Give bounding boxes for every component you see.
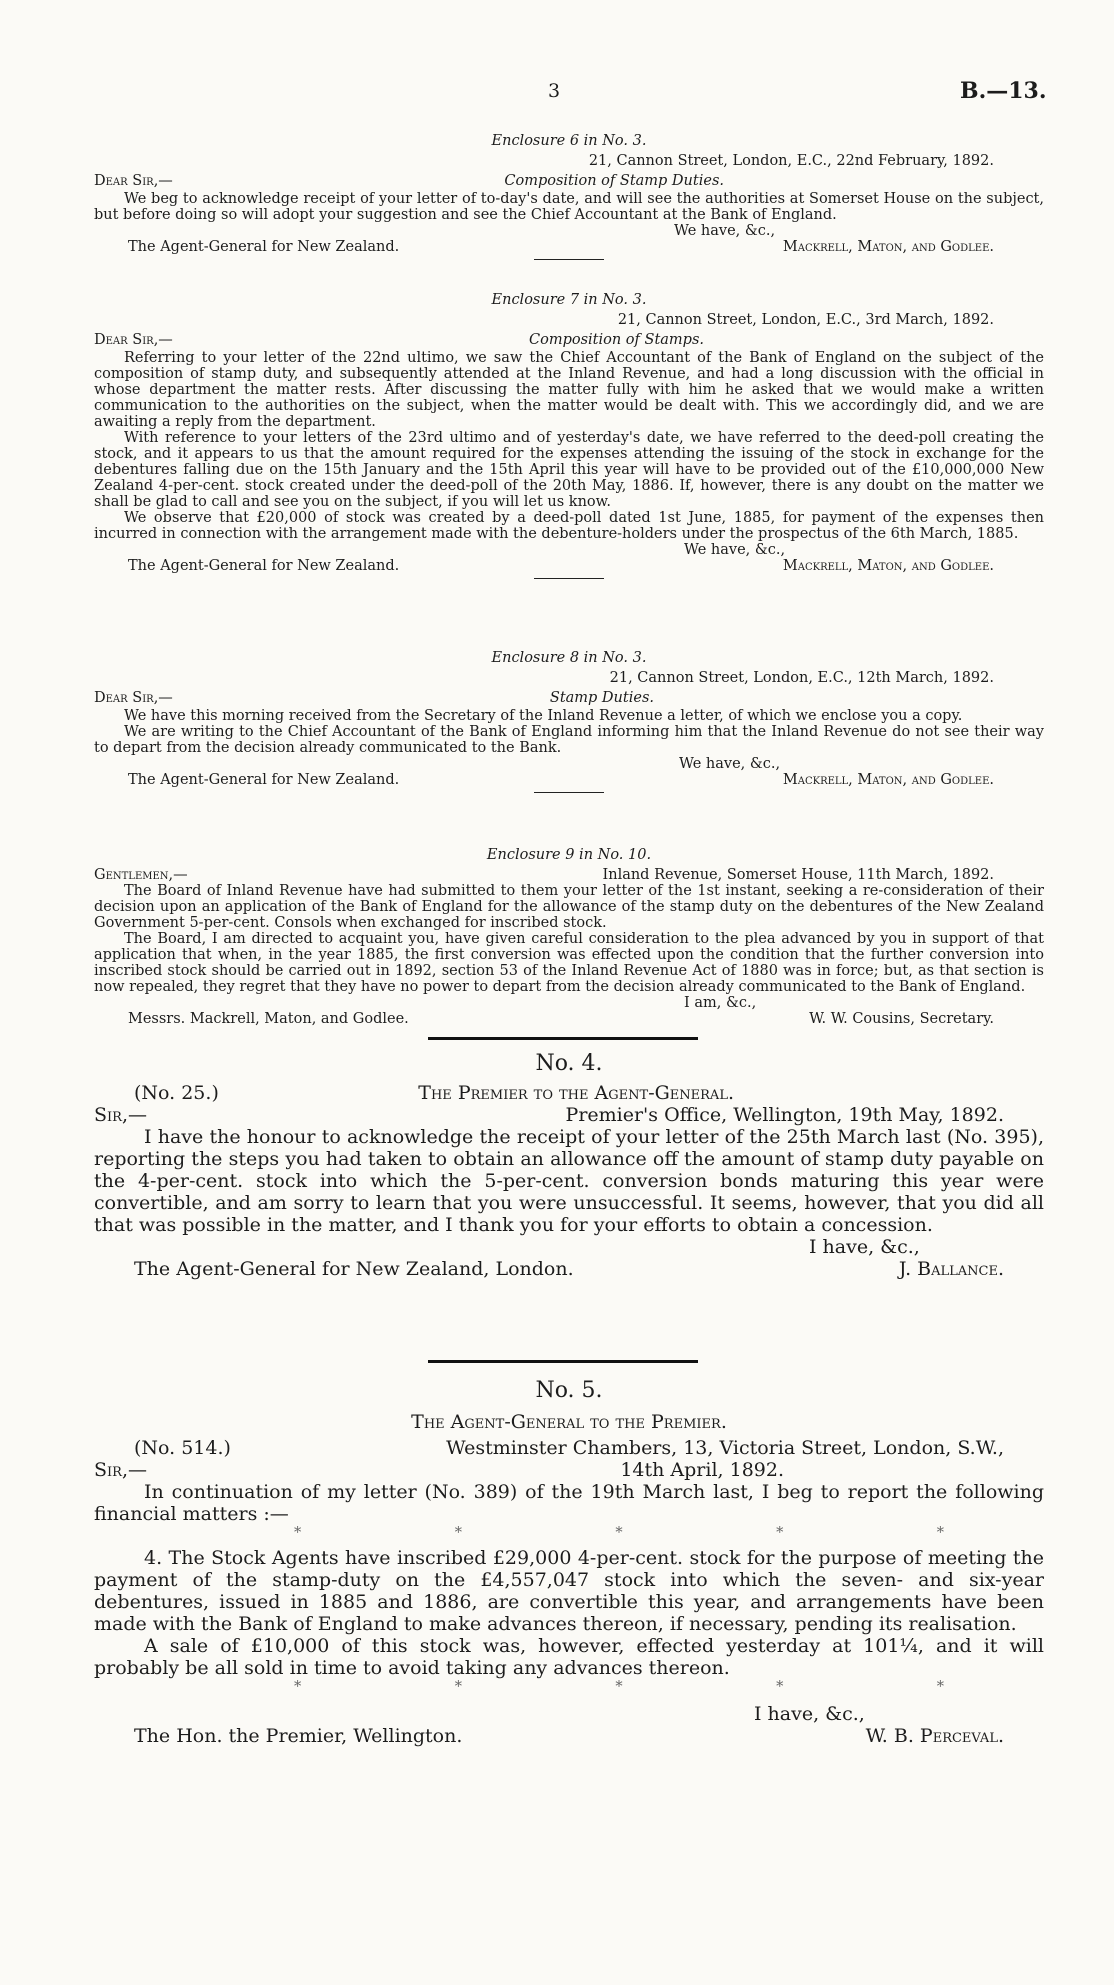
divider [534, 792, 604, 793]
letter-recipient: The Agent-General for New Zealand. [128, 239, 400, 255]
omission-stars [94, 1679, 1044, 1695]
letter-no-5 [94, 1377, 1044, 1747]
letter-paragraph: In continuation of my letter (No. 389) of the 19th March last, I beg to report the following financial matters :— [94, 1481, 1044, 1525]
letter-date: 14th April, 1892. [620, 1459, 784, 1481]
letter-paragraph: Referring to your letter of the 22nd ultimo, we saw the Chief Accountant of the Bank of England on the subject of the composition of stamp duty, and subsequently attended at the Inland Revenue, and had a long discussion with the official in whose department the matter rests. After discussing the matter fully with him he asked that we would make a written communication to the authorities on the subject, when the matter would be dealt with. This we accordingly did, and we are awaiting a reply from the department. [94, 350, 1044, 430]
letter-paragraph: With reference to your letters of the 23rd ultimo and of yesterday's date, we have referred to the deed-poll creating the stock, and it appears to us that the amount required for the expenses attending the issuing of the stock in exchange for the debentures falling due on the 15th January and the 15th April this year will have to be provided out of the £10,000,000 New Zealand 4-per-cent. stock created under the deed-poll of the 20th May, 1886. If, however, there is any doubt on the matter we shall be glad to call and see you on the subject, if you will let us know. [94, 430, 1044, 510]
salutation: Dear Sir,— [94, 690, 173, 706]
letter-closing: We have, &c., [679, 756, 781, 772]
salutation: Dear Sir,— [94, 332, 173, 348]
letter-title: The Agent-General to the Premier. [411, 1411, 727, 1433]
letter-signature: Mackrell, Maton, and Godlee. [782, 239, 994, 255]
star-glyph: * [776, 1679, 784, 1695]
star-glyph: * [454, 1525, 462, 1541]
star-glyph: * [936, 1525, 944, 1541]
enclosure-6 [94, 133, 1044, 266]
letter-no-4 [94, 1050, 1044, 1280]
divider [534, 578, 604, 579]
letter-signature: J. Ballance. [898, 1258, 1004, 1280]
salutation: Sir,— [94, 1104, 147, 1126]
star-glyph: * [936, 1679, 944, 1695]
letter-signature: W. B. Perceval. [865, 1725, 1004, 1747]
letter-subject: Stamp Duties. [549, 690, 654, 706]
letter-address: Inland Revenue, Somerset House, 11th March, 1892. [602, 867, 994, 883]
enclosure-9 [94, 847, 1044, 1027]
star-glyph: * [294, 1679, 302, 1695]
letter-recipient: The Agent-General for New Zealand, London. [134, 1258, 574, 1280]
letter-address: 21, Cannon Street, London, E.C., 3rd March, 1892. [617, 312, 994, 328]
salutation: Dear Sir,— [94, 173, 173, 189]
letter-subject: Composition of Stamps. [529, 332, 704, 348]
letter-ref: (No. 25.) [134, 1082, 219, 1104]
letter-paragraph: We observe that £20,000 of stock was created by a deed-poll dated 1st June, 1885, for payment of the expenses then incurred in connection with the arrangement made with the debenture-holders under the prospectus of the 6th March, 1885. [94, 510, 1044, 542]
enclosure-heading: Enclosure 7 in No. 3. [491, 292, 647, 308]
letter-closing: We have, &c., [674, 223, 776, 239]
salutation: Gentlemen,— [94, 867, 188, 883]
star-glyph: * [454, 1679, 462, 1695]
letter-recipient: The Agent-General for New Zealand. [128, 772, 400, 788]
letter-paragraph: The Board, I am directed to acquaint you, have given careful consideration to the plea advanced by you in support of that application that when, in the year 1885, the first conversion was effected upon the condition that the further conversion into inscribed stock should be carried out in 1892, section 53 of the Inland Revenue Act of 1880 was in force; but, as that section is now repealed, they regret that they have no power to depart from the decision already communicated to the Bank of England. [94, 931, 1044, 995]
letter-address: Westminster Chambers, 13, Victoria Street, London, S.W., [446, 1437, 1004, 1459]
salutation: Sir,— [94, 1459, 147, 1481]
letter-number: No. 4. [535, 1051, 603, 1076]
star-glyph: * [294, 1525, 302, 1541]
letter-closing: I am, &c., [684, 995, 757, 1011]
star-glyph: * [776, 1525, 784, 1541]
document-reference: B.—13. [960, 78, 1047, 104]
letter-paragraph: I have the honour to acknowledge the receipt of your letter of the 25th March last (No. 395), reporting the steps you had taken to obtain an allowance off the amount of stamp duty payable on the 4-per-cent. stock into which the 5-per-cent. conversion bonds maturing this year were convertible, and am sorry to learn that you were unsuccessful. It seems, however, that you did all that was possible in the matter, and I thank you for your efforts to obtain a concession. [94, 1126, 1044, 1236]
page-number: 3 [548, 80, 561, 102]
letter-paragraph: A sale of £10,000 of this stock was, however, effected yesterday at 101¼, and it will probably be all sold in time to avoid taking any advances thereon. [94, 1635, 1044, 1679]
letter-recipient: The Agent-General for New Zealand. [128, 558, 400, 574]
letter-address: Premier's Office, Wellington, 19th May, 1892. [565, 1104, 1004, 1126]
letter-closing: I have, &c., [754, 1703, 865, 1725]
star-glyph: * [615, 1525, 623, 1541]
enclosure-heading: Enclosure 9 in No. 10. [486, 847, 652, 863]
letter-number: No. 5. [535, 1378, 603, 1403]
enclosure-heading: Enclosure 6 in No. 3. [491, 133, 647, 149]
omission-stars [94, 1525, 1044, 1541]
section-rule [428, 1360, 698, 1363]
section-rule [428, 1037, 698, 1040]
letter-paragraph: We are writing to the Chief Accountant of the Bank of England informing him that the Inland Revenue do not see their way to depart from the decision already communicated to the Bank. [94, 724, 1044, 756]
letter-paragraph: The Board of Inland Revenue have had submitted to them your letter of the 1st instant, seeking a re-consideration of their decision upon an application of the Bank of England for the allowance of the stamp duty on the debentures of the New Zealand Government 5-per-cent. Consols when exchanged for inscribed stock. [94, 883, 1044, 931]
letter-paragraph: We have this morning received from the Secretary of the Inland Revenue a letter, of which we enclose you a copy. [124, 708, 963, 724]
enclosure-heading: Enclosure 8 in No. 3. [491, 650, 647, 666]
letter-title: The Premier to the Agent-General. [418, 1082, 734, 1104]
letter-signature: W. W. Cousins, Secretary. [809, 1011, 994, 1027]
letter-recipient: Messrs. Mackrell, Maton, and Godlee. [128, 1011, 409, 1027]
letter-address: 21, Cannon Street, London, E.C., 22nd February, 1892. [588, 153, 994, 169]
letter-subject: Composition of Stamp Duties. [504, 173, 724, 189]
star-glyph: * [615, 1679, 623, 1695]
letter-paragraph: 4. The Stock Agents have inscribed £29,000 4-per-cent. stock for the purpose of meeting the payment of the stamp-duty on the £4,557,047 stock into which the seven- and six-year debentures, issued in 1885 and 1886, are convertible this year, and arrangements have been made with the Bank of England to make advances thereon, if necessary, pending its realisation. [94, 1547, 1044, 1635]
letter-address: 21, Cannon Street, London, E.C., 12th March, 1892. [609, 670, 994, 686]
enclosure-8 [94, 650, 1044, 799]
letter-closing: I have, &c., [809, 1236, 920, 1258]
letter-signature: Mackrell, Maton, and Godlee. [782, 558, 994, 574]
letter-ref: (No. 514.) [134, 1437, 231, 1459]
letter-paragraph: We beg to acknowledge receipt of your letter of to-day's date, and will see the authorities at Somerset House on the subject, but before doing so will adopt your suggestion and see the Chief Accountant at the Bank of England. [94, 191, 1044, 223]
letter-recipient: The Hon. the Premier, Wellington. [134, 1725, 463, 1747]
enclosure-7 [94, 292, 1044, 585]
divider [534, 259, 604, 260]
letter-signature: Mackrell, Maton, and Godlee. [782, 772, 994, 788]
letter-closing: We have, &c., [684, 542, 786, 558]
